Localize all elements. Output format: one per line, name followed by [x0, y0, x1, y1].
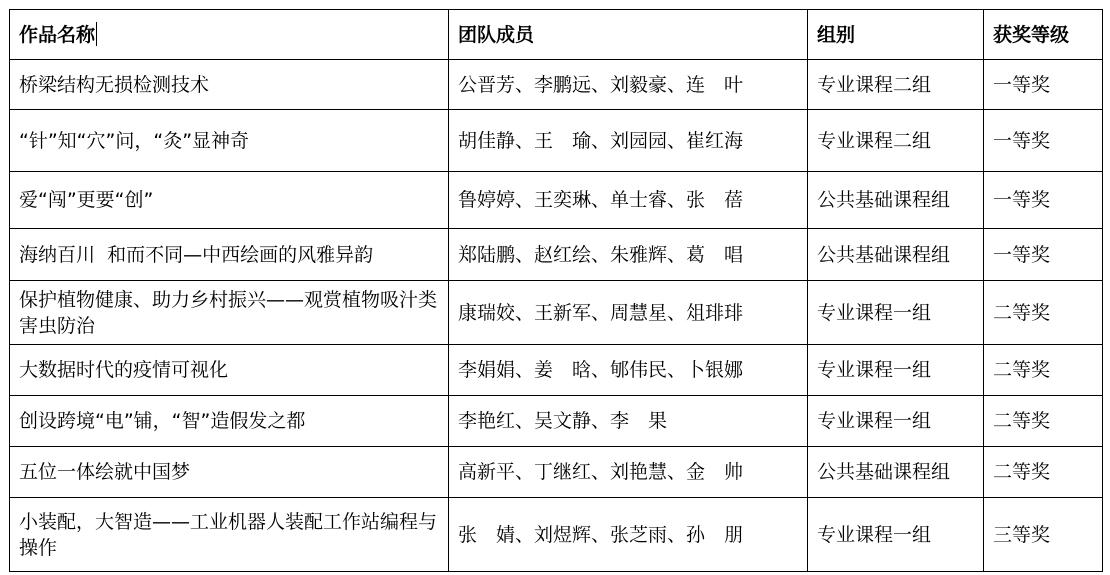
- cell-award-level[interactable]: 二等奖: [984, 281, 1103, 345]
- cell-work-name[interactable]: 创设跨境“电”铺，“智”造假发之都: [10, 396, 449, 447]
- cell-team-members[interactable]: 胡佳静、王 瑜、刘园园、崔红海: [449, 110, 808, 172]
- table-header-row: [10, 10, 1103, 60]
- cell-award-level[interactable]: 二等奖: [984, 447, 1103, 498]
- cell-award-level[interactable]: 二等奖: [984, 345, 1103, 396]
- cell-work-name[interactable]: 桥梁结构无损检测技术: [10, 60, 449, 110]
- table-row: [10, 345, 1103, 396]
- cell-group[interactable]: 专业课程二组: [808, 110, 984, 172]
- cell-award-level[interactable]: 一等奖: [984, 172, 1103, 229]
- text-cursor: [96, 22, 97, 46]
- cell-team-members[interactable]: 公晋芳、李鹏远、刘毅豪、连 叶: [449, 60, 808, 110]
- cell-group[interactable]: 专业课程一组: [808, 498, 984, 572]
- awards-table: [9, 9, 1103, 572]
- cell-team-members[interactable]: 康瑞姣、王新军、周慧星、俎琲琲: [449, 281, 808, 345]
- cell-group[interactable]: 公共基础课程组: [808, 447, 984, 498]
- header-team-members[interactable]: 团队成员: [449, 10, 808, 60]
- cell-work-name[interactable]: 大数据时代的疫情可视化: [10, 345, 449, 396]
- header-work-name[interactable]: 作品名称: [10, 10, 449, 60]
- table-row: [10, 396, 1103, 447]
- cell-work-name[interactable]: 五位一体绘就中国梦: [10, 447, 449, 498]
- cell-work-name[interactable]: 爱“闯”更要“创”: [10, 172, 449, 229]
- table-row: [10, 447, 1103, 498]
- cell-work-name[interactable]: “针”知“穴”问，“灸”显神奇: [10, 110, 449, 172]
- table-row: [10, 172, 1103, 229]
- cell-group[interactable]: 专业课程一组: [808, 396, 984, 447]
- cell-award-level[interactable]: 一等奖: [984, 60, 1103, 110]
- cell-group[interactable]: 专业课程一组: [808, 281, 984, 345]
- cell-award-level[interactable]: 一等奖: [984, 110, 1103, 172]
- table-row: [10, 229, 1103, 281]
- cell-work-name[interactable]: 海纳百川 和而不同—中西绘画的风雅异韵: [10, 229, 449, 281]
- header-award-level[interactable]: 获奖等级: [984, 10, 1103, 60]
- cell-team-members[interactable]: 高新平、丁继红、刘艳慧、金 帅: [449, 447, 808, 498]
- cell-team-members[interactable]: 李娟娟、姜 晗、郇伟民、卜银娜: [449, 345, 808, 396]
- table-row: [10, 281, 1103, 345]
- header-group[interactable]: 组别: [808, 10, 984, 60]
- cell-work-name[interactable]: 保护植物健康、助力乡村振兴——观赏植物吸汁类害虫防治: [10, 281, 449, 345]
- table-row: [10, 60, 1103, 110]
- cell-team-members[interactable]: 李艳红、吴文静、李 果: [449, 396, 808, 447]
- cell-group[interactable]: 公共基础课程组: [808, 229, 984, 281]
- cell-team-members[interactable]: 张 婧、刘煜辉、张芝雨、孙 朋: [449, 498, 808, 572]
- cell-group[interactable]: 专业课程二组: [808, 60, 984, 110]
- cell-award-level[interactable]: 一等奖: [984, 229, 1103, 281]
- table-row: [10, 110, 1103, 172]
- cell-team-members[interactable]: 郑陆鹏、赵红绘、朱雅辉、葛 唱: [449, 229, 808, 281]
- cell-work-name[interactable]: 小装配，大智造——工业机器人装配工作站编程与操作: [10, 498, 449, 572]
- cell-award-level[interactable]: 三等奖: [984, 498, 1103, 572]
- cell-award-level[interactable]: 二等奖: [984, 396, 1103, 447]
- cell-group[interactable]: 公共基础课程组: [808, 172, 984, 229]
- table-row: [10, 498, 1103, 572]
- cell-group[interactable]: 专业课程一组: [808, 345, 984, 396]
- cell-team-members[interactable]: 鲁婷婷、王奕琳、单士睿、张 蓓: [449, 172, 808, 229]
